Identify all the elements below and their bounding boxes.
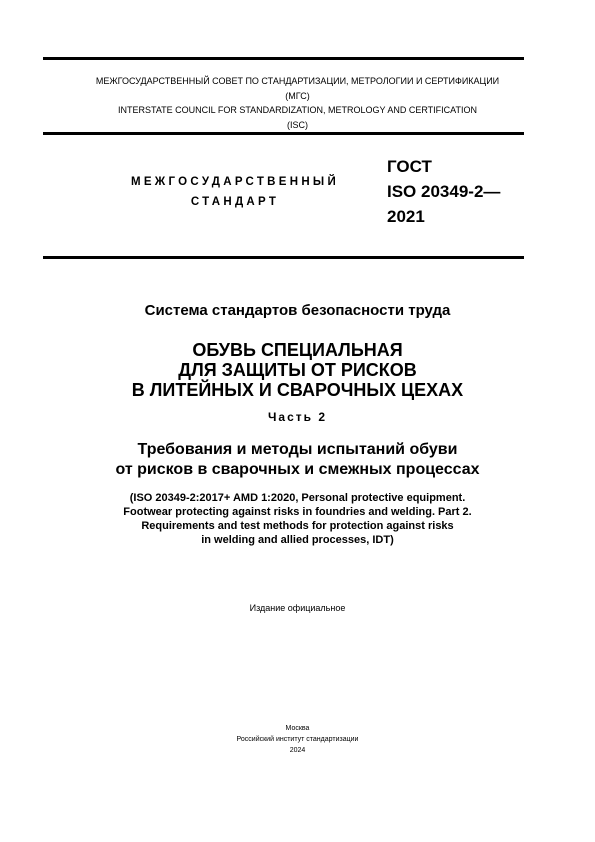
standard-designation <box>387 154 500 229</box>
council-name-en: INTERSTATE COUNCIL FOR STANDARDIZATION, METROLOGY AND CERTIFICATION <box>117 105 478 115</box>
imprint-year: 2024 <box>289 747 306 754</box>
part-label: Часть 2 <box>267 410 328 424</box>
series-title: Система стандартов безопасности труда <box>144 302 451 319</box>
designation-line1: ГОСТ <box>387 157 432 176</box>
imprint-publisher: Российский институт стандартизации <box>236 736 359 743</box>
document-title <box>0 340 595 400</box>
iso-reference <box>0 491 595 547</box>
title-line2: ДЛЯ ЗАЩИТЫ ОТ РИСКОВ <box>178 360 417 380</box>
council-abbr-en: (ISC) <box>287 119 308 130</box>
standard-type-line2: СТАНДАРТ <box>190 196 280 208</box>
header-bottom-rule <box>43 256 524 259</box>
top-rule <box>43 57 524 60</box>
council-name-ru: МЕЖГОСУДАРСТВЕННЫЙ СОВЕТ ПО СТАНДАРТИЗАЦИИ, МЕТРОЛОГИИ И СЕРТИФИКАЦИИ <box>95 76 500 86</box>
subtitle-line1: Требования и методы испытаний обуви <box>137 441 458 458</box>
iso-reference-line1: (ISO 20349-2:2017+ AMD 1:2020, Personal protective equipment. <box>129 492 466 504</box>
iso-reference-line2: Footwear protecting against risks in foundries and welding. Part 2. <box>123 506 472 518</box>
subtitle-line2: от рисков в сварочных и смежных процессах <box>115 461 480 478</box>
iso-reference-line4: in welding and allied processes, IDT) <box>201 534 394 546</box>
standard-type <box>100 172 370 212</box>
designation-line3: 2021 <box>387 207 425 226</box>
title-line1: ОБУВЬ СПЕЦИАЛЬНАЯ <box>192 340 403 360</box>
designation-line2: ISO 20349-2— <box>387 182 501 201</box>
imprint-city: Москва <box>285 725 310 732</box>
standard-type-line1: МЕЖГОСУДАРСТВЕННЫЙ <box>130 176 340 188</box>
council-divider <box>43 132 524 135</box>
council-abbr-ru: (МГС) <box>285 90 310 101</box>
title-line3: В ЛИТЕЙНЫХ И СВАРОЧНЫХ ЦЕХАХ <box>131 380 464 400</box>
imprint <box>0 723 595 756</box>
iso-reference-line3: Requirements and test methods for protection against risks <box>141 520 454 532</box>
edition-label: Издание официальное <box>249 603 346 613</box>
document-subtitle <box>0 440 595 480</box>
council-header <box>0 74 595 132</box>
